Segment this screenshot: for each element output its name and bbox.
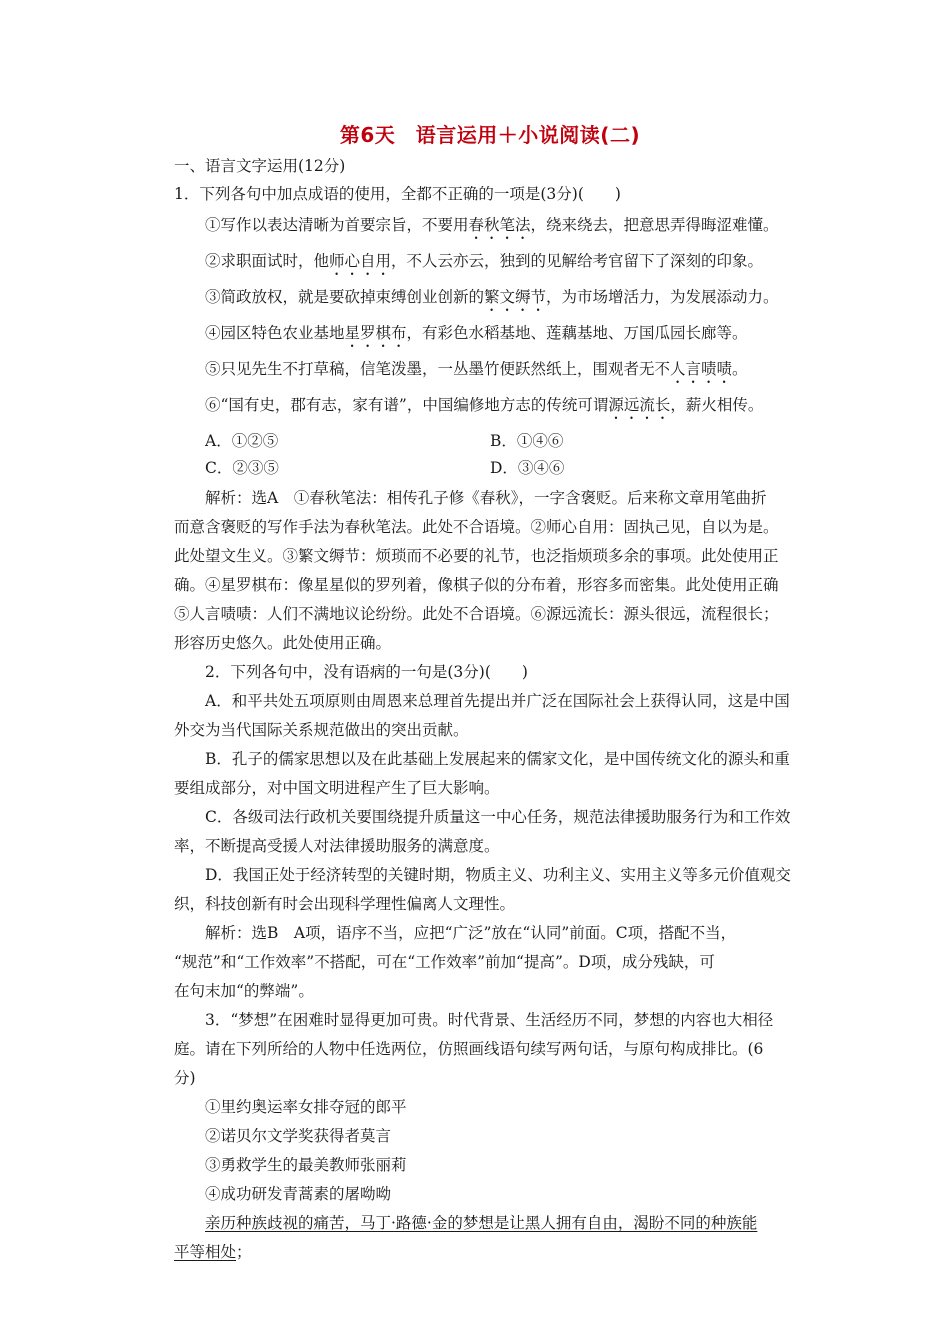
q1-option-a: A．①②⑤	[205, 432, 279, 450]
q2-analysis: “规范”和“工作效率”不搭配，可在“工作效率”前加“提高”。D项，成分残缺，可	[174, 953, 715, 971]
q1-analysis: ⑤人言啧啧：人们不满地议论纷纷。此处不合语境。⑥源远流长：源头很远，流程很长；	[174, 605, 779, 623]
dotted-idiom: 繁文缛节	[484, 288, 547, 306]
q3-person-3: ③勇救学生的最美教师张丽莉	[205, 1156, 407, 1174]
q1-analysis: 形容历史悠久。此处使用正确。	[174, 634, 392, 652]
q1-options-row-2	[174, 454, 808, 484]
q2-stem: 2．下列各句中，没有语病的一句是(3分)( )	[205, 663, 528, 681]
dotted-idiom: 春秋笔法	[468, 216, 531, 234]
q3-person-1: ①里约奥运率女排夺冠的郎平	[205, 1098, 407, 1116]
q3-person-4: ④成功研发青蒿素的屠呦呦	[205, 1185, 392, 1203]
q1-sentence-1: ①写作以表达清晰为首要宗旨，不要用春秋笔法，绕来绕去，把意思弄得晦涩难懂。	[205, 216, 779, 234]
q1-stem: 1．下列各句中加点成语的使用，全都不正确的一项是(3分)( )	[174, 185, 621, 203]
document-page	[174, 118, 808, 1267]
q2-option-d: D．我国正处于经济转型的关键时期，物质主义、功利主义、实用主义等多元价值观交	[205, 866, 791, 884]
q1-analysis: 确。④星罗棋布：像星星似的罗列着，像棋子似的分布着，形容多而密集。此处使用正确	[174, 576, 779, 594]
q3-model-sentence	[174, 1209, 808, 1238]
q1-analysis: 而意含褒贬的写作手法为春秋笔法。此处不合语境。②师心自用：固执己见，自以为是。	[174, 518, 779, 536]
dotted-idiom: 师心自用	[329, 252, 392, 270]
q2-option-c: 率，不断提高受援人对法律援助服务的满意度。	[174, 837, 500, 855]
q1-options-row-1	[174, 424, 808, 454]
q1-option-d: D．③④⑥	[490, 459, 565, 477]
q1-option-c: C．②③⑤	[205, 459, 279, 477]
q1-analysis: 此处望文生义。③繁文缛节：烦琐而不必要的礼节，也泛指烦琐多余的事项。此处使用正	[174, 547, 779, 565]
q3-model-sentence: 平等相处；	[174, 1243, 252, 1261]
q2-option-b: B．孔子的儒家思想以及在此基础上发展起来的儒家文化，是中国传统文化的源头和重	[205, 750, 790, 768]
q2-option-b: 要组成部分，对中国文明进程产生了巨大影响。	[174, 779, 500, 797]
section-heading: 一、语言文字运用(12分)	[174, 157, 346, 175]
q1-sentence-5: ⑤只见先生不打草稿，信笔泼墨，一丛墨竹便跃然纸上，围观者无不人言啧啧。	[205, 360, 748, 378]
q1-sentence-2: ②求职面试时，他师心自用，不人云亦云，独到的见解给考官留下了深刻的印象。	[205, 252, 764, 270]
q1-sentence-6: ⑥“国有史，郡有志，家有谱”，中国编修地方志的传统可谓源远流长，薪火相传。	[205, 396, 764, 414]
page-title: 第6天 语言运用＋小说阅读(二)	[339, 123, 641, 147]
q2-analysis: 在句末加“的弊端”。	[174, 982, 314, 1000]
q1-sentence-4: ④园区特色农业基地星罗棋布，有彩色水稻基地、莲藕基地、万国瓜园长廊等。	[205, 324, 748, 342]
q2-analysis: 解析：选B A项，语序不当，应把“广泛”放在“认同”前面。C项，搭配不当，	[205, 924, 737, 942]
dotted-idiom: 源远流长	[608, 396, 671, 414]
dotted-idiom: 星罗棋布	[344, 324, 407, 342]
q2-option-c: C．各级司法行政机关要围绕提升质量这一中心任务，规范法律援助服务行为和工作效	[205, 808, 791, 826]
q1-option-b: B．①④⑥	[490, 432, 564, 450]
q1-sentence-3: ③简政放权，就是要砍掉束缚创业创新的繁文缛节，为市场增活力，为发展添动力。	[205, 288, 779, 306]
q1-analysis: 解析：选A ①春秋笔法：相传孔子修《春秋》，一字含褒贬。后来称文章用笔曲折	[205, 489, 767, 507]
q3-stem: 3．“梦想”在困难时显得更加可贵。时代背景、生活经历不同，梦想的内容也大相径	[205, 1011, 774, 1029]
q2-option-a: 外交为当代国际关系规范做出的突出贡献。	[174, 721, 469, 739]
underlined-model-sentence: 平等相处	[174, 1243, 237, 1261]
q3-stem: 庭。请在下列所给的人物中任选两位，仿照画线语句续写两句话，与原句构成排比。(6	[174, 1040, 764, 1058]
dotted-idiom: 人言啧啧	[670, 360, 733, 378]
q2-option-d: 织，科技创新有时会出现科学理性偏离人文理性。	[174, 895, 516, 913]
q3-stem: 分)	[174, 1069, 196, 1087]
q3-person-2: ②诺贝尔文学奖获得者莫言	[205, 1127, 392, 1145]
underlined-model-sentence: 亲历种族歧视的痛苦，马丁·路德·金的梦想是让黑人拥有自由，渴盼不同的种族能	[205, 1214, 758, 1232]
q2-option-a: A．和平共处五项原则由周恩来总理首先提出并广泛在国际社会上获得认同，这是中国	[205, 692, 790, 710]
